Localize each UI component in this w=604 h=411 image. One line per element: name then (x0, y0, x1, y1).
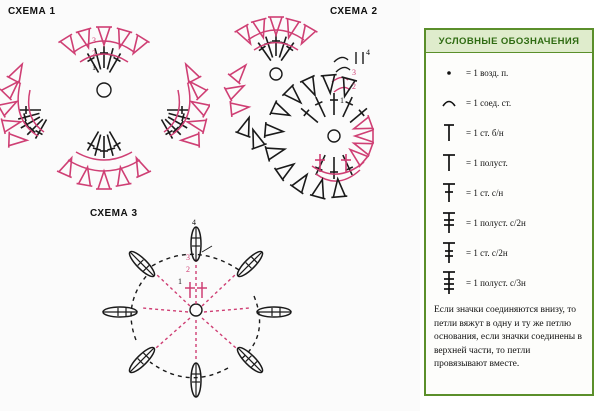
legend-item-label: = 1 полуст. с/2н (466, 218, 526, 228)
legend-panel (424, 28, 594, 396)
slip-stitch-arc-icon (432, 93, 466, 113)
legend-title-bar (426, 30, 592, 53)
scheme-3-annotation-1: 1 (178, 277, 182, 286)
legend-title: УСЛОВНЫЕ ОБОЗНАЧЕНИЯ (438, 35, 580, 47)
air-loop-dot-icon (432, 63, 466, 83)
scheme-1-annotation-2: 2 (92, 49, 96, 58)
half-post-3n-icon (432, 269, 466, 297)
legend-item-label: = 1 возд. п. (466, 68, 509, 78)
scheme-3-annotation-4: 4 (192, 218, 196, 227)
legend-item-single-crochet (432, 118, 586, 148)
scheme-2-annotation-1: 1 (340, 96, 344, 105)
legend-item-label: = 1 полуст. (466, 158, 508, 168)
scheme-1-annotation-3: 3 (92, 36, 96, 45)
scheme-1-diagram (0, 12, 210, 212)
double-crochet-icon (432, 181, 466, 205)
half-post-2n-icon (432, 210, 466, 236)
legend-note: Если значки соединяются внизу, то петли вяжут в одну и ту же петлю основания, если значки соединены в верхней части, то петли провязывают вместе. (434, 305, 583, 369)
legend-item-label: = 1 ст. с/2н (466, 248, 508, 258)
half-post-icon (432, 152, 466, 174)
double-crochet-2n-icon (432, 240, 466, 266)
legend-item-double-crochet (432, 178, 586, 208)
legend-item-half-post-3n (432, 268, 586, 298)
legend-item-label: = 1 ст. б/н (466, 128, 504, 138)
legend-item-label: = 1 ст. с/н (466, 188, 504, 198)
single-crochet-bar-icon (432, 122, 466, 144)
legend-item-double-crochet-2n (432, 238, 586, 268)
legend-item-label: = 1 полуст. с/3н (466, 278, 526, 288)
scheme-2-label: СХЕМА 2 (330, 6, 378, 17)
scheme-2-diagram (216, 14, 416, 229)
scheme-2-annotation-4: 4 (366, 48, 370, 57)
legend-item-half-post (432, 148, 586, 178)
scheme-3-annotation-3: 3 (186, 253, 190, 262)
legend-item-slip-stitch (432, 88, 586, 118)
scheme-1-label: СХЕМА 1 (8, 6, 56, 17)
legend-item-label: = 1 соед. ст. (466, 98, 512, 108)
scheme-3-annotation-2: 2 (186, 265, 190, 274)
scheme-2-annotation-2: 2 (352, 82, 356, 91)
legend-list (426, 53, 592, 300)
scheme-1-annotation-1: 1 (92, 63, 96, 72)
legend-item-half-post-2n (432, 208, 586, 238)
scheme-2-annotation-3: 3 (352, 68, 356, 77)
scheme-3-label: СХЕМА 3 (90, 208, 138, 219)
scheme-3-diagram (78, 222, 358, 407)
legend-item-air-loop (432, 58, 586, 88)
